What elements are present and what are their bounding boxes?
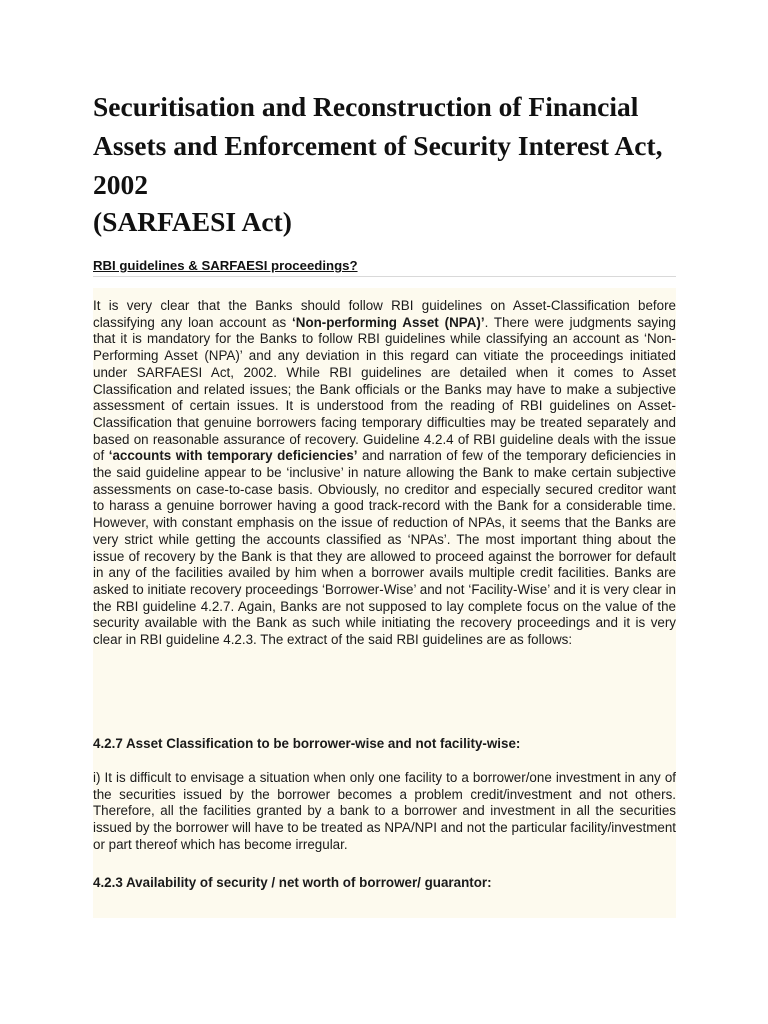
section-heading: RBI guidelines & SARFAESI proceedings? — [93, 258, 358, 273]
document-title: Securitisation and Reconstruction of Financial Assets and Enforcement of Security Interest Act, 2002 — [93, 91, 663, 200]
guideline-427-heading: 4.2.7 Asset Classification to be borrower-wise and not facility-wise: — [93, 736, 521, 751]
document-subtitle: (SARFAESI Act) — [93, 206, 292, 237]
article-body — [93, 288, 676, 918]
intro-text-3: and narration of few of the temporary deficiencies in the said guideline appear to be ‘inclusive’ in nature allowing the Bank to make certain subjective assessments on case-to-case basis. Obviously, no creditor and especially secured creditor want to harass a genuine borrower having a good track-record with the Bank for a considerable time. However, with constant emphasis on the issue of reduction of NPAs, it seems that the Banks are very strict while getting the accounts classified as ‘NPAs’. The most important thing about the issue of recovery by the Bank is that they are allowed to proceed against the borrower for default in any of the facilities availed by him when a borrower avails multiple credit facilities. Banks are asked to initiate recovery proceedings ‘Borrower-Wise’ and not ‘Facility-Wise’ and it is very clear in the RBI guideline 4.2.7. Again, Banks are not supposed to lay complete focus on the value of the security available with the Bank as such while initiating the recovery proceedings and it is very clear in RBI guideline 4.2.3. The extract of the said RBI guidelines are as follows: — [93, 448, 676, 648]
intro-text-1: It is very clear that the Banks should follow RBI guidelines on Asset-Classification before classifying any loan account as — [93, 298, 676, 330]
intro-paragraph — [93, 298, 676, 649]
guideline-427-paragraph: i) It is difficult to envisage a situation when only one facility to a borrower/one investment in any of the securities issued by the borrower becomes a problem credit/investment and not others. Therefore, all the facilities granted by a bank to a borrower and investment in all the securities issued by the borrower will have to be treated as NPA/NPI and not the particular facility/investment or part thereof which has become irregular. — [93, 770, 676, 852]
npa-emphasis: ‘Non-performing Asset (NPA)’ — [292, 314, 485, 330]
guideline-423-heading: 4.2.3 Availability of security / net worth of borrower/ guarantor: — [93, 875, 492, 890]
section-divider — [93, 276, 676, 277]
intro-text-2: . There were judgments saying that it is mandatory for the Banks to follow RBI guidelines while classifying an account as ‘Non-Performing Asset (NPA)’ and any deviation in this regard can vitiate the proceedings initiated under SARFAESI Act, 2002. While RBI guidelines are detailed when it comes to Asset Classification and related issues; the Bank officials or the Banks may have to make a subjective assessment of certain issues. It is understood from the reading of RBI guidelines on Asset-Classification that genuine borrowers facing temporary difficulties may be treated separately and based on reasonable assurance of recovery. Guideline 4.2.4 of RBI guideline deals with the issue of — [93, 314, 676, 464]
temporary-deficiencies-emphasis: ‘accounts with temporary deficiencies’ — [108, 448, 358, 464]
